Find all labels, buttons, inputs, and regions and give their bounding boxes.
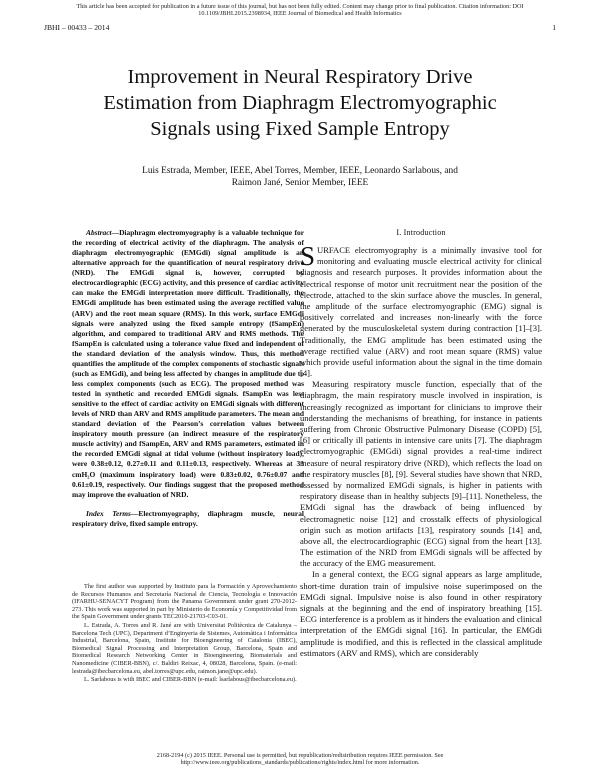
title-line-2: Estimation from Diaphragm Electromyographic [103, 92, 497, 114]
copyright-notice [60, 752, 540, 767]
abstract-lead: Abstract [86, 228, 112, 237]
abstract-text: —Diaphragm electromyography is a valuable technique for the recording of electrical activity of the diaphragm. The analysis of diaphragm electromyographic (EMGdi) signal amplitude is an alternative approach for the quantification of neural respiratory drive (NRD). The EMGdi signal is, however, corrupted by electrocardiographic (ECG) activity, and this presence of cardiac activity can make the EMGdi interpretation more difficult. Traditionally, the EMGdi amplitude has been estimated using the average rectified value (ARV) and the root mean square (RMS). In this work, surface EMGdi signals were analyzed using the fixed sample entropy (fSampEn) algorithm, and compared to traditional ARV and RMS methods. The fSampEn is calculated using a tolerance value fixed and independent of the standard deviation of the analysis window. Thus, this method quantifies the amplitude of the complex components of stochastic signals (such as EMGdi), and being less affected by changes in amplitude due to less complex components (such as ECG). The proposed method was tested in synthetic and recorded EMGdi signals. fSampEn was less sensitive to the effect of cardiac activity on EMGdi signals with different levels of NRD than ARV and RMS amplitude parameters. The mean and standard deviation of the Pearson’s correlation values between inspiratory mouth pressure (an indirect measure of the respiratory muscle activity) and fSampEn, ARV and RMS parameters, estimated in the recorded EMGdi signal at tidal volume (without inspiratory load), were 0.38±0.12, 0.27±0.11 and 0.11±0.13, respectively. Whereas at 33 cmH₂O (maximum inspiratory load) were 0.83±0.02, 0.76±0.07 and 0.61±0.19, respectively. Our findings suggest that the proposed method may improve the evaluation of NRD. [72, 228, 304, 499]
drop-cap: S [300, 241, 316, 271]
page-number: 1 [552, 23, 556, 32]
accepted-article-notice [12, 3, 588, 18]
left-column [72, 228, 304, 529]
introduction-paragraph-3: In a general context, the ECG signal appears as large amplitude, short-time duration train of impulsive noise superimposed on the EMGdi signal. Impulsive noise is also found in other respiratory signals at the beginning and the end of inspiratory breathing [15]. ECG interference is a problem as it hinders the evaluation and clinical interpretation of the EMGdi signal [16]. In particular, the EMGdi amplitude is modified, and this is reflected in the classical amplitude estimators (ARV and RMS), which are considerably [300, 569, 542, 658]
section-heading-introduction: I. Introduction [396, 228, 446, 237]
authors-line-1: Luis Estrada, Member, IEEE, Abel Torres, Member, IEEE, Leonardo Sarlabous, and [142, 166, 458, 176]
affiliation-footnote: L. Estrada, A. Torres and R. Jané are with Universitat Politècnica de Catalunya – Barcelona Tech (UPC), Department d’Enginyeria de Sistemes, Automàtica i Informàtica Industrial, Barcelona, Spain, Institute for Bioengineering of Catalonia (IBEC), Biomedical Signal Processing and Interpretation Group, Barcelona, Spain and Biomedical Research Networking Center in Bioengineering, Biomaterials and Nanomedicine (CIBER-BBN), c/. Baldiri Reixac, 4, 08028, Barcelona, Spain. (e-mail: lestrada@ibecbarcelona.eu, abel.torres@upc.edu, raimon.jane@upc.edu). [72, 621, 297, 675]
title-line-1: Improvement in Neural Respiratory Drive [127, 66, 473, 88]
notice-line-2: 10.1109/JBHI.2015.2398934, IEEE Journal of Biomedical and Health Informatics [198, 10, 402, 18]
notice-line-1: This article has been accepted for publication in a future issue of this journal, but has not been fully edited. Content may change prior to final publication. Citation information: DOI [76, 3, 524, 10]
introduction-paragraph-1 [300, 241, 542, 379]
introduction-paragraph-1-text: URFACE electromyography is a minimally invasive tool for monitoring and evaluating muscle electrical activity for clinical diagnosis and research purposes. It provides information about the electrical response of motor unit recruitment near the position of the electrode, attached to the skin surface above the muscles. In general, the amplitude of the surface electromyographic (EMG) signal is positively correlated and increases non-linearly with the force generated by the musculoskeletal system during contraction [1]–[3]. Traditionally, the EMG amplitude has been estimated using the average rectified value (ARV) and root mean square (RMS) value which provide useful information about the signal in the time domain [4]. [300, 245, 542, 379]
paper-title [60, 64, 540, 142]
introduction-paragraph-2: Measuring respiratory muscle function, especially that of the diaphragm, the main respiratory muscle involved in inspiration, is increasingly recognized as important for clinicians to improve their understanding the mechanisms of breathing, for instance in patients suffering from Chronic Obstructive Pulmonary Disease (COPD) [5], [6] or critically ill patients in intensive care units [7]. The diaphragm electromyographic (EMGdi) signal provides a real-time indirect measure of neural respiratory drive (NRD), which reflects the load on the respiratory muscles [8], [9]. Several studies have shown that NRD, assessed by normalized EMGdi signals, is higher in patients with respiratory disease than in healthy subjects [9]–[11]. Nonetheless, the EMGdi signal has the drawback of being influenced by electromagnetic noise [12] and crosstalk effects of physiological origin such as motion artifacts [13], respiratory sounds [14] and, above all, the electrocardiographic (ECG) signal from the heart [13]. The estimation of the NRD from EMGdi signals will be affected by the accuracy of the EMG measurement. [300, 379, 542, 569]
introduction-body [300, 241, 542, 659]
manuscript-id: JBHI – 00433 – 2014 [44, 23, 110, 32]
copyright-line-2: http://www.ieee.org/publications_standards/publications/rights/index.html for more information. [180, 759, 420, 767]
authors-line-2: Raimon Jané, Senior Member, IEEE [231, 177, 369, 188]
index-terms-text: —Electromyography, diaphragm muscle, neural respiratory drive, fixed sample entropy. [72, 508, 304, 528]
affiliation-footnote-2: L. Sarlabous is with IBEC and CIBER-BBN (e-mail: lsarlabous@ibecbarcelona.eu). [84, 676, 297, 684]
right-column [300, 228, 542, 659]
index-terms-lead: Index Terms [86, 508, 131, 518]
copyright-line-1: 2168-2194 (c) 2015 IEEE. Personal use is permitted, but republication/redistribution requires IEEE permission. See [156, 752, 444, 759]
author-list [60, 166, 540, 189]
index-terms [72, 509, 304, 529]
abstract [72, 228, 304, 500]
title-line-3: Signals using Fixed Sample Entropy [150, 118, 450, 140]
funding-footnote: The first author was supported by Instituto para la Formación y Aprovechamiento de Recursos Humanos and Secretaría Nacional de Ciencia, Tecnología e Innovación (IFARHU-SENACYT Program) from the Panama Government under grant 270-2012-273. This work was supported in part by Ministerio de Economía y Competitividad from the Spain Government under grants TEC2010-21703-C03-01. [72, 583, 297, 621]
author-footnotes [72, 583, 297, 685]
